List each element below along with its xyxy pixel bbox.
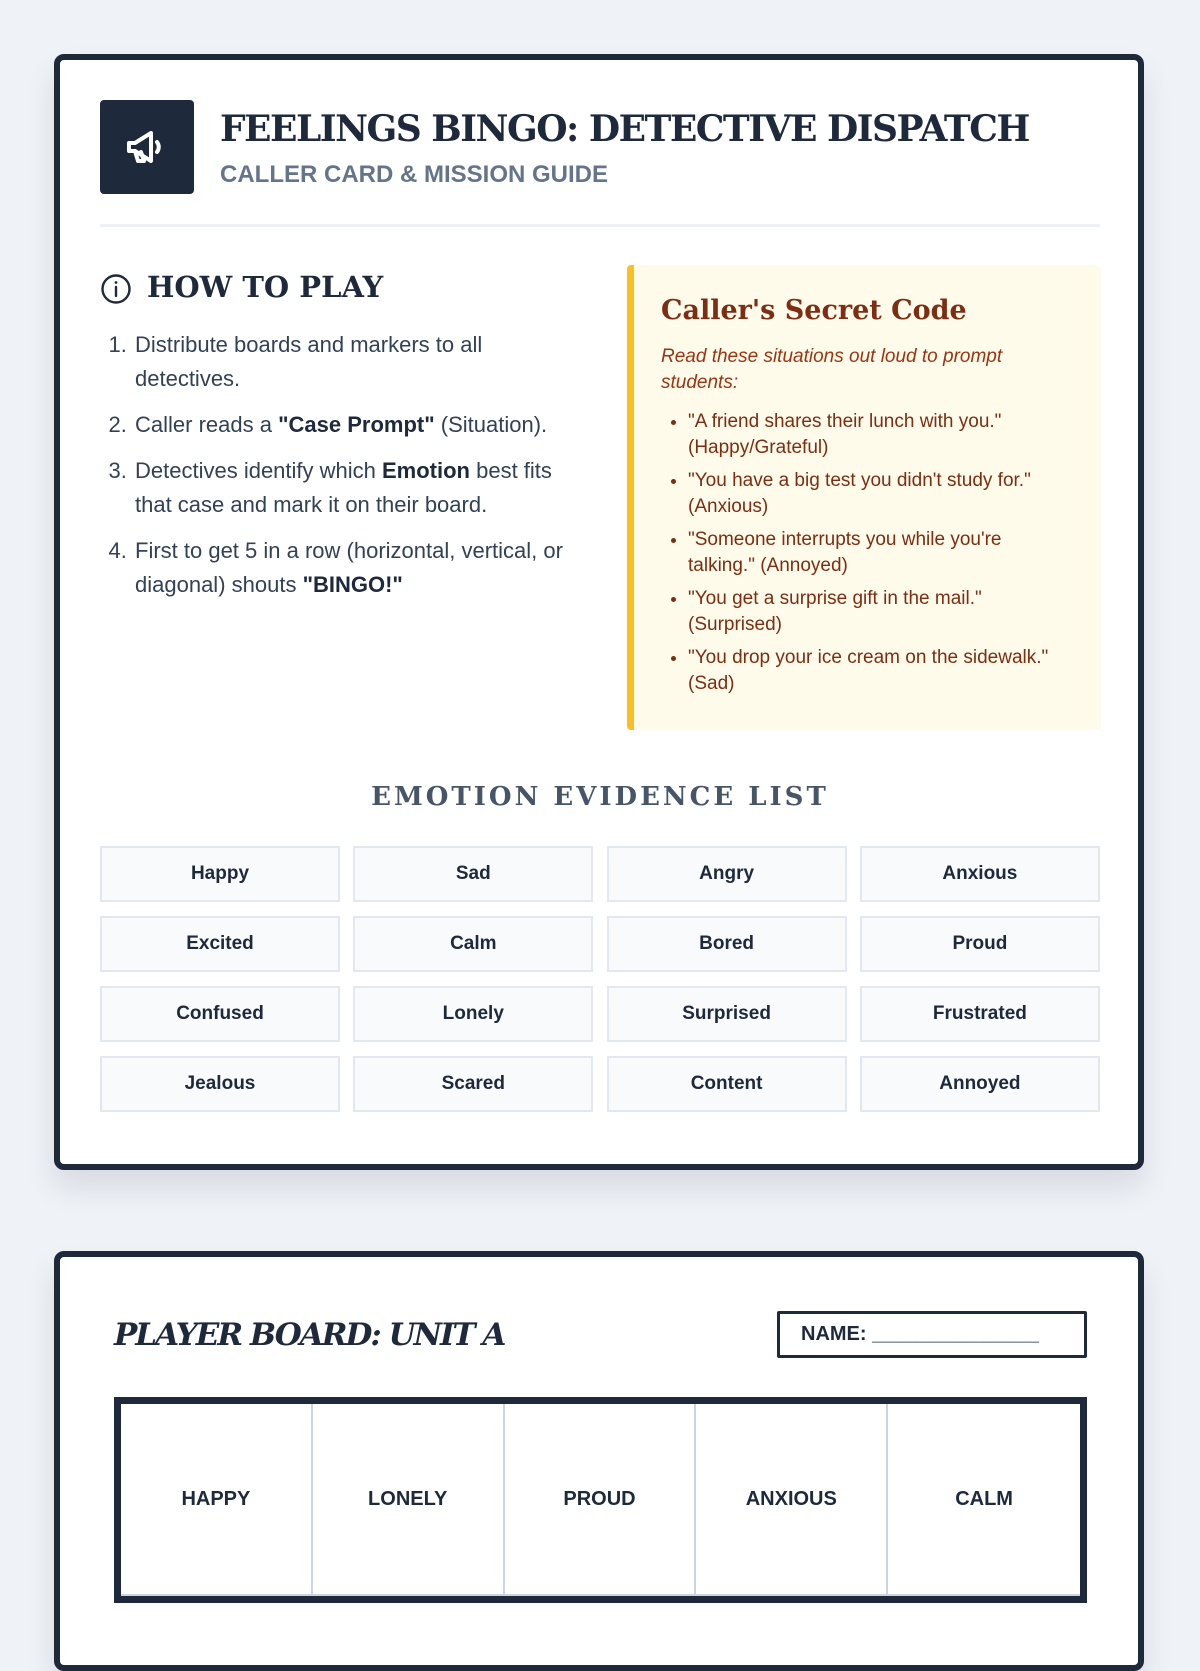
emotion-cell: Confused <box>100 986 340 1042</box>
emotion-cell: Calm <box>353 916 593 972</box>
emotion-cell: Sad <box>353 846 593 902</box>
how-to-play-section <box>100 270 580 614</box>
board-title: PLAYER BOARD: UNIT A <box>114 1317 505 1353</box>
page-subtitle: CALLER CARD & MISSION GUIDE <box>220 161 609 188</box>
emotion-cell: Content <box>607 1056 847 1112</box>
step-item: 4. First to get 5 in a row (horizontal, vertical, or diagonal) shouts "BINGO!" <box>133 534 580 602</box>
emotion-cell: Surprised <box>607 986 847 1042</box>
emotion-cell: Lonely <box>353 986 593 1042</box>
info-icon <box>100 273 132 305</box>
prompt-item: • "You get a surprise gift in the mail." (Surprised) <box>688 586 1071 638</box>
bingo-cell[interactable]: LONELY <box>313 1404 505 1596</box>
secret-code-panel <box>627 265 1101 730</box>
bingo-cell[interactable]: PROUD <box>505 1404 697 1596</box>
prompt-item: • "Someone interrupts you while you're talking." (Annoyed) <box>688 527 1071 579</box>
how-to-play-title: HOW TO PLAY <box>147 270 384 304</box>
steps-list <box>100 328 580 602</box>
emotion-cell: Bored <box>607 916 847 972</box>
step-item: 1. Distribute boards and markers to all detectives. <box>133 328 580 396</box>
page-title: FEELINGS BINGO: DETECTIVE DISPATCH <box>220 108 1029 150</box>
bingo-cell[interactable]: HAPPY <box>121 1404 313 1596</box>
prompt-item: • "You have a big test you didn't study for." (Anxious) <box>688 468 1071 520</box>
prompt-list <box>661 409 1071 697</box>
how-to-play-heading <box>100 270 580 306</box>
card-header <box>100 100 1100 227</box>
name-field[interactable]: NAME: _______________ <box>777 1311 1087 1358</box>
secret-code-intro: Read these situations out loud to prompt students: <box>661 346 1003 393</box>
emotion-cell: Frustrated <box>860 986 1100 1042</box>
step-item: 2. Caller reads a "Case Prompt" (Situation). <box>133 408 580 442</box>
megaphone-icon <box>100 100 194 194</box>
prompt-item: • "A friend shares their lunch with you." (Happy/Grateful) <box>688 409 1071 461</box>
bingo-cell[interactable]: CALM <box>888 1404 1080 1596</box>
caller-card <box>54 54 1144 1170</box>
emotion-grid <box>100 846 1100 1112</box>
bingo-grid <box>114 1397 1087 1603</box>
bingo-cell[interactable]: ANXIOUS <box>696 1404 888 1596</box>
emotion-cell: Angry <box>607 846 847 902</box>
evidence-title: EMOTION EVIDENCE LIST <box>371 782 829 812</box>
prompt-item: • "You drop your ice cream on the sidewalk." (Sad) <box>688 645 1071 697</box>
secret-code-title: Caller's Secret Code <box>661 295 967 326</box>
emotion-cell: Proud <box>860 916 1100 972</box>
emotion-cell: Happy <box>100 846 340 902</box>
emotion-cell: Scared <box>353 1056 593 1112</box>
emotion-cell: Jealous <box>100 1056 340 1112</box>
emotion-cell: Excited <box>100 916 340 972</box>
player-board-card <box>54 1251 1144 1671</box>
emotion-cell: Annoyed <box>860 1056 1100 1112</box>
emotion-cell: Anxious <box>860 846 1100 902</box>
step-item: 3. Detectives identify which Emotion best fits that case and mark it on their board. <box>133 454 580 522</box>
